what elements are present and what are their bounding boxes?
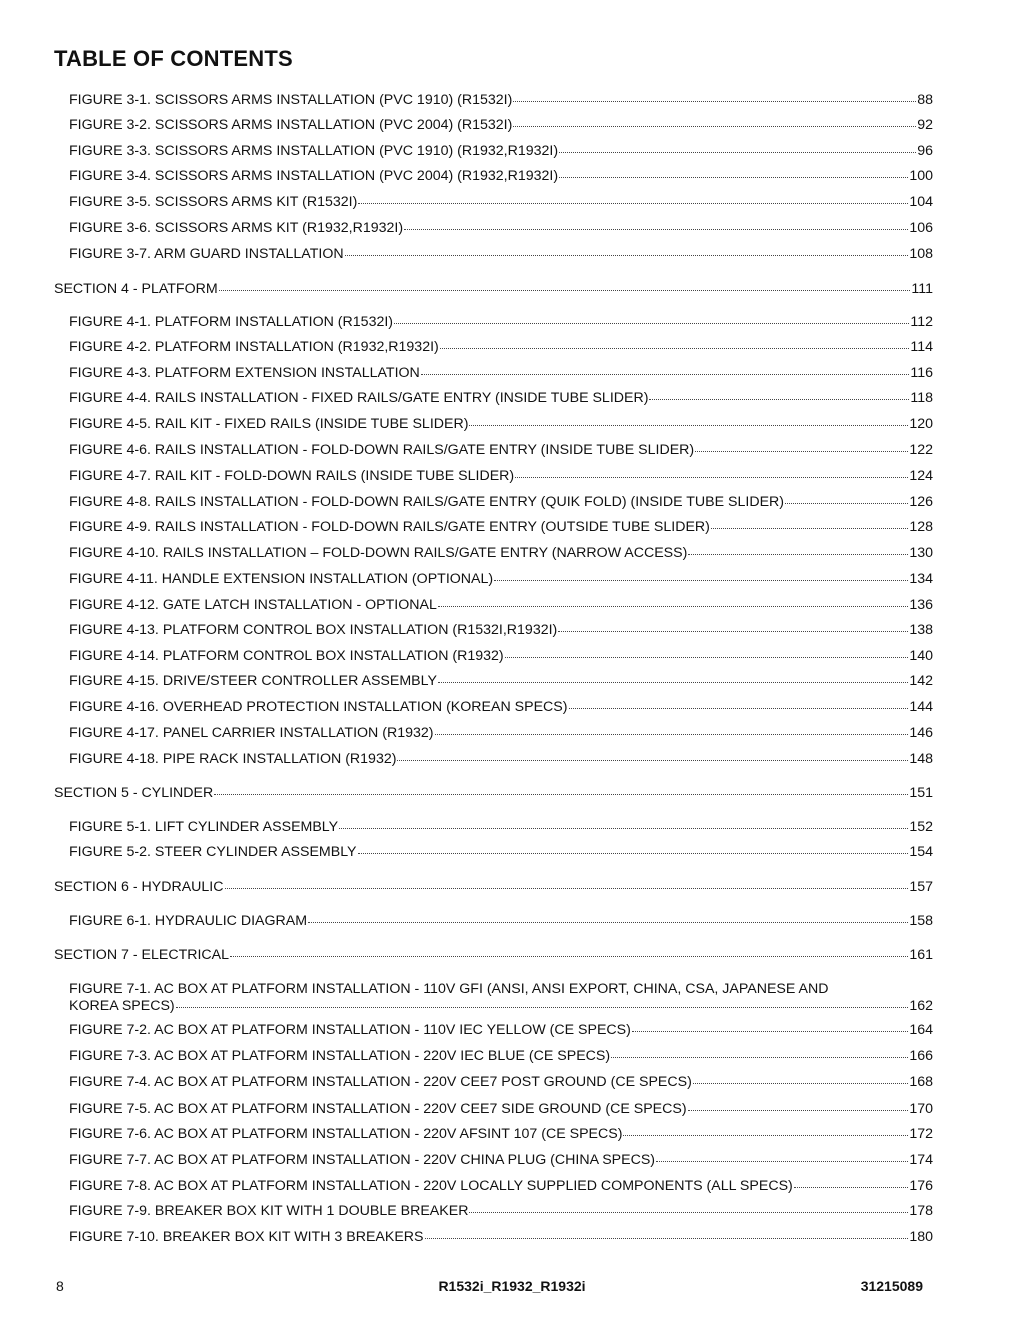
toc-entry-label: SECTION 4 - PLATFORM — [54, 281, 218, 297]
toc-page-number: 172 — [909, 1126, 933, 1142]
toc-entry-label: FIGURE 4-7. RAIL KIT - FOLD-DOWN RAILS (INSIDE TUBE SLIDER) — [69, 468, 515, 484]
toc-entry-label: FIGURE 3-3. SCISSORS ARMS INSTALLATION (PVC 1910) (R1932,R1932I) — [69, 143, 559, 159]
toc-dot-leader — [688, 1109, 909, 1111]
toc-figure-entry[interactable] — [69, 92, 933, 109]
toc-figure-entry[interactable] — [69, 1074, 933, 1091]
toc-figure-entry[interactable] — [69, 1126, 933, 1143]
toc-page-number: 180 — [909, 1229, 933, 1245]
toc-figure-entry[interactable] — [69, 622, 933, 639]
toc-dot-leader — [711, 527, 908, 529]
toc-page-number: 174 — [909, 1152, 933, 1168]
toc-entry-label: FIGURE 7-10. BREAKER BOX KIT WITH 3 BREAKERS — [69, 1229, 424, 1245]
toc-entry-label: FIGURE 6-1. HYDRAULIC DIAGRAM — [69, 913, 308, 929]
toc-figure-entry[interactable] — [69, 365, 933, 382]
toc-dot-leader — [611, 1056, 908, 1058]
toc-entry-label: FIGURE 4-18. PIPE RACK INSTALLATION (R1932) — [69, 751, 397, 767]
toc-figure-entry[interactable] — [69, 1101, 933, 1118]
toc-entry-label: FIGURE 5-2. STEER CYLINDER ASSEMBLY — [69, 844, 357, 860]
toc-dot-leader — [494, 579, 908, 581]
toc-dot-leader — [438, 605, 908, 607]
toc-dot-leader — [469, 1211, 908, 1213]
toc-page-number: 100 — [909, 168, 933, 184]
page-title: TABLE OF CONTENTS — [54, 46, 293, 71]
toc-entry-label: FIGURE 5-1. LIFT CYLINDER ASSEMBLY — [69, 819, 339, 835]
toc-entry-label: FIGURE 7-8. AC BOX AT PLATFORM INSTALLATION - 220V LOCALLY SUPPLIED COMPONENTS (ALL SPECS) — [69, 1178, 793, 1194]
toc-page-number: 168 — [909, 1074, 933, 1090]
toc-dot-leader — [308, 921, 908, 923]
toc-dot-leader — [695, 450, 908, 452]
toc-dot-leader — [559, 176, 908, 178]
toc-dot-leader — [632, 1030, 908, 1032]
toc-entry-label: FIGURE 4-10. RAILS INSTALLATION – FOLD-DOWN RAILS/GATE ENTRY (NARROW ACCESS) — [69, 545, 688, 561]
toc-entry-label: SECTION 6 - HYDRAULIC — [54, 879, 224, 895]
toc-figure-entry[interactable] — [69, 468, 933, 485]
toc-figure-entry[interactable] — [69, 1048, 933, 1065]
toc-figure-entry[interactable] — [69, 1229, 933, 1246]
toc-entry-label: FIGURE 3-5. SCISSORS ARMS KIT (R1532I) — [69, 194, 358, 210]
toc-entry-label: FIGURE 3-1. SCISSORS ARMS INSTALLATION (PVC 1910) (R1532I) — [69, 92, 513, 108]
toc-figure-entry[interactable] — [69, 571, 933, 588]
toc-section-entry[interactable] — [54, 785, 933, 802]
toc-dot-leader — [440, 347, 910, 349]
toc-dot-leader — [358, 202, 908, 204]
toc-dot-leader — [219, 289, 911, 291]
toc-page-number: 154 — [909, 844, 933, 860]
toc-page-number: 104 — [909, 194, 933, 210]
toc-dot-leader — [339, 827, 908, 829]
toc-figure-entry[interactable] — [69, 751, 933, 768]
toc-entry-label: FIGURE 4-12. GATE LATCH INSTALLATION - OPTIONAL — [69, 597, 437, 613]
toc-entry-label: FIGURE 4-3. PLATFORM EXTENSION INSTALLATION — [69, 365, 420, 381]
footer-model: R1532i_R1932_R1932i — [438, 1278, 586, 1294]
toc-entry-label: FIGURE 3-6. SCISSORS ARMS KIT (R1932,R1932I) — [69, 220, 404, 236]
toc-page-number: 88 — [917, 92, 933, 108]
toc-page-number: 126 — [909, 494, 933, 510]
toc-entry-label: SECTION 5 - CYLINDER — [54, 785, 214, 801]
toc-figure-entry[interactable] — [69, 246, 933, 263]
toc-dot-leader — [397, 759, 908, 761]
toc-figure-entry[interactable] — [69, 1178, 933, 1195]
toc-entry-label: FIGURE 7-4. AC BOX AT PLATFORM INSTALLATION - 220V CEE7 POST GROUND (CE SPECS) — [69, 1074, 692, 1090]
toc-entry-label: FIGURE 7-7. AC BOX AT PLATFORM INSTALLATION - 220V CHINA PLUG (CHINA SPECS) — [69, 1152, 656, 1168]
toc-page-number: 178 — [909, 1203, 933, 1219]
toc-page-number: 138 — [909, 622, 933, 638]
toc-entry-label: FIGURE 3-7. ARM GUARD INSTALLATION — [69, 246, 344, 262]
toc-entry-label: FIGURE 7-2. AC BOX AT PLATFORM INSTALLATION - 110V IEC YELLOW (CE SPECS) — [69, 1022, 631, 1038]
toc-page-number: 106 — [909, 220, 933, 236]
toc-page-number: 166 — [909, 1048, 933, 1064]
toc-entry-label: FIGURE 4-8. RAILS INSTALLATION - FOLD-DOWN RAILS/GATE ENTRY (QUIK FOLD) (INSIDE TUBE SLIDER) — [69, 494, 785, 510]
toc-dot-leader — [693, 1082, 909, 1084]
toc-entry-label: FIGURE 4-17. PANEL CARRIER INSTALLATION (R1932) — [69, 725, 434, 741]
toc-page-number: 122 — [909, 442, 933, 458]
toc-section-entry[interactable] — [54, 947, 933, 964]
toc-page-number: 162 — [909, 998, 933, 1014]
toc-page-number: 111 — [911, 281, 933, 297]
toc-figure-entry[interactable] — [69, 442, 933, 459]
toc-entry-label: FIGURE 4-6. RAILS INSTALLATION - FOLD-DOWN RAILS/GATE ENTRY (INSIDE TUBE SLIDER) — [69, 442, 695, 458]
toc-entry-label: FIGURE 4-4. RAILS INSTALLATION - FIXED RAILS/GATE ENTRY (INSIDE TUBE SLIDER) — [69, 390, 649, 406]
toc-dot-leader — [688, 553, 908, 555]
toc-entry-label: FIGURE 4-5. RAIL KIT - FIXED RAILS (INSIDE TUBE SLIDER) — [69, 416, 469, 432]
toc-dot-leader — [623, 1134, 908, 1136]
toc-entry-label: FIGURE 7-1. AC BOX AT PLATFORM INSTALLATION - 110V GFI (ANSI, ANSI EXPORT, CHINA, CSA, JAPANESE AND — [69, 981, 829, 997]
toc-dot-leader — [569, 707, 909, 709]
toc-figure-entry[interactable] — [69, 314, 933, 331]
toc-entry-label: FIGURE 7-5. AC BOX AT PLATFORM INSTALLATION - 220V CEE7 SIDE GROUND (CE SPECS) — [69, 1101, 687, 1117]
toc-figure-entry[interactable] — [69, 1022, 933, 1039]
toc-dot-leader — [404, 228, 908, 230]
toc-entry-continuation — [69, 998, 933, 1015]
toc-page-number: 158 — [909, 913, 933, 929]
toc-dot-leader — [515, 476, 908, 478]
toc-figure-entry[interactable] — [69, 194, 933, 211]
toc-figure-entry[interactable] — [69, 494, 933, 511]
toc-entry-label: FIGURE 4-16. OVERHEAD PROTECTION INSTALLATION (KOREAN SPECS) — [69, 699, 568, 715]
toc-figure-entry[interactable] — [69, 168, 933, 185]
toc-dot-leader — [785, 502, 908, 504]
toc-figure-entry[interactable] — [69, 597, 933, 614]
toc-page-number: 108 — [909, 246, 933, 262]
toc-page-number: 176 — [909, 1178, 933, 1194]
toc-page-number: 164 — [909, 1022, 933, 1038]
toc-dot-leader — [513, 100, 916, 102]
toc-dot-leader — [421, 373, 910, 375]
toc-page-number: 134 — [909, 571, 933, 587]
toc-dot-leader — [214, 793, 908, 795]
toc-page-number: 120 — [909, 416, 933, 432]
footer-doc-number: 31215089 — [860, 1278, 923, 1294]
toc-dot-leader — [794, 1186, 909, 1188]
toc-figure-entry[interactable] — [69, 1203, 933, 1220]
footer-page-number: 8 — [56, 1278, 64, 1294]
toc-entry-label: FIGURE 3-4. SCISSORS ARMS INSTALLATION (PVC 2004) (R1932,R1932I) — [69, 168, 559, 184]
toc-page-number: 116 — [910, 365, 933, 381]
toc-page-number: 124 — [909, 468, 933, 484]
toc-page-number: 151 — [909, 785, 933, 801]
toc-dot-leader — [425, 1237, 909, 1239]
toc-dot-leader — [505, 656, 909, 658]
toc-figure-entry[interactable] — [69, 339, 933, 356]
toc-page-number: 157 — [909, 879, 933, 895]
toc-figure-entry[interactable] — [69, 673, 933, 690]
toc-entry-label: SECTION 7 - ELECTRICAL — [54, 947, 230, 963]
toc-page-number: 114 — [910, 339, 933, 355]
toc-figure-entry[interactable] — [69, 913, 933, 930]
toc-page-number: 136 — [909, 597, 933, 613]
toc-entry-label: FIGURE 4-14. PLATFORM CONTROL BOX INSTALLATION (R1932) — [69, 648, 504, 664]
toc-page-number: 118 — [910, 390, 933, 406]
toc-entry-label: FIGURE 3-2. SCISSORS ARMS INSTALLATION (PVC 2004) (R1532I) — [69, 117, 513, 133]
toc-dot-leader — [649, 398, 909, 400]
toc-dot-leader — [176, 1006, 909, 1008]
toc-page-number: 170 — [909, 1101, 933, 1117]
toc-figure-entry[interactable] — [69, 519, 933, 536]
toc-entry-label: FIGURE 4-11. HANDLE EXTENSION INSTALLATION (OPTIONAL) — [69, 571, 494, 587]
toc-page-number: 128 — [909, 519, 933, 535]
toc-figure-entry[interactable] — [69, 143, 933, 160]
toc-page-number: 144 — [909, 699, 933, 715]
toc-figure-entry[interactable] — [69, 117, 933, 134]
toc-figure-entry[interactable] — [69, 390, 933, 407]
toc-figure-entry[interactable] — [69, 648, 933, 665]
toc-entry-label: FIGURE 4-9. RAILS INSTALLATION - FOLD-DOWN RAILS/GATE ENTRY (OUTSIDE TUBE SLIDER) — [69, 519, 710, 535]
toc-figure-entry[interactable] — [69, 699, 933, 716]
toc-figure-entry[interactable] — [69, 1152, 933, 1169]
toc-section-entry[interactable] — [54, 879, 933, 896]
toc-dot-leader — [358, 852, 909, 854]
toc-page-number: 142 — [909, 673, 933, 689]
toc-dot-leader — [559, 151, 916, 153]
toc-figure-entry[interactable] — [69, 981, 933, 1015]
toc-page-number: 96 — [917, 143, 933, 159]
toc-entry-label: FIGURE 4-1. PLATFORM INSTALLATION (R1532I) — [69, 314, 394, 330]
toc-page-number: 92 — [917, 117, 933, 133]
toc-entry-label: FIGURE 7-6. AC BOX AT PLATFORM INSTALLATION - 220V AFSINT 107 (CE SPECS) — [69, 1126, 623, 1142]
toc-dot-leader — [513, 125, 916, 127]
toc-page-number: 140 — [909, 648, 933, 664]
toc-dot-leader — [469, 424, 908, 426]
toc-dot-leader — [345, 254, 909, 256]
toc-page-number: 152 — [909, 819, 933, 835]
toc-entry-label: FIGURE 7-9. BREAKER BOX KIT WITH 1 DOUBLE BREAKER — [69, 1203, 469, 1219]
toc-dot-leader — [438, 681, 908, 683]
toc-page-number: 130 — [909, 545, 933, 561]
toc-dot-leader — [225, 887, 909, 889]
toc-figure-entry[interactable] — [69, 220, 933, 237]
toc-dot-leader — [394, 322, 909, 324]
toc-dot-leader — [656, 1160, 908, 1162]
toc-page-number: 148 — [909, 751, 933, 767]
toc-entry-label: FIGURE 4-13. PLATFORM CONTROL BOX INSTALLATION (R1532I,R1932I) — [69, 622, 558, 638]
toc-section-entry[interactable] — [54, 281, 933, 298]
toc-figure-entry[interactable] — [69, 844, 933, 861]
toc-dot-leader — [435, 733, 909, 735]
toc-entry-label: FIGURE 4-15. DRIVE/STEER CONTROLLER ASSEMBLY — [69, 673, 437, 689]
toc-figure-entry[interactable] — [69, 416, 933, 433]
toc-entry-label: FIGURE 7-3. AC BOX AT PLATFORM INSTALLATION - 220V IEC BLUE (CE SPECS) — [69, 1048, 611, 1064]
toc-figure-entry[interactable] — [69, 819, 933, 836]
toc-entry-label: FIGURE 4-2. PLATFORM INSTALLATION (R1932,R1932I) — [69, 339, 439, 355]
toc-dot-leader — [558, 630, 908, 632]
toc-page-number: 161 — [909, 947, 933, 963]
toc-page-number: 112 — [910, 314, 933, 330]
toc-page-number: 146 — [909, 725, 933, 741]
toc-dot-leader — [230, 955, 908, 957]
toc-figure-entry[interactable] — [69, 545, 933, 562]
toc-entry-label-continued: KOREA SPECS) — [69, 998, 175, 1014]
toc-figure-entry[interactable] — [69, 725, 933, 742]
